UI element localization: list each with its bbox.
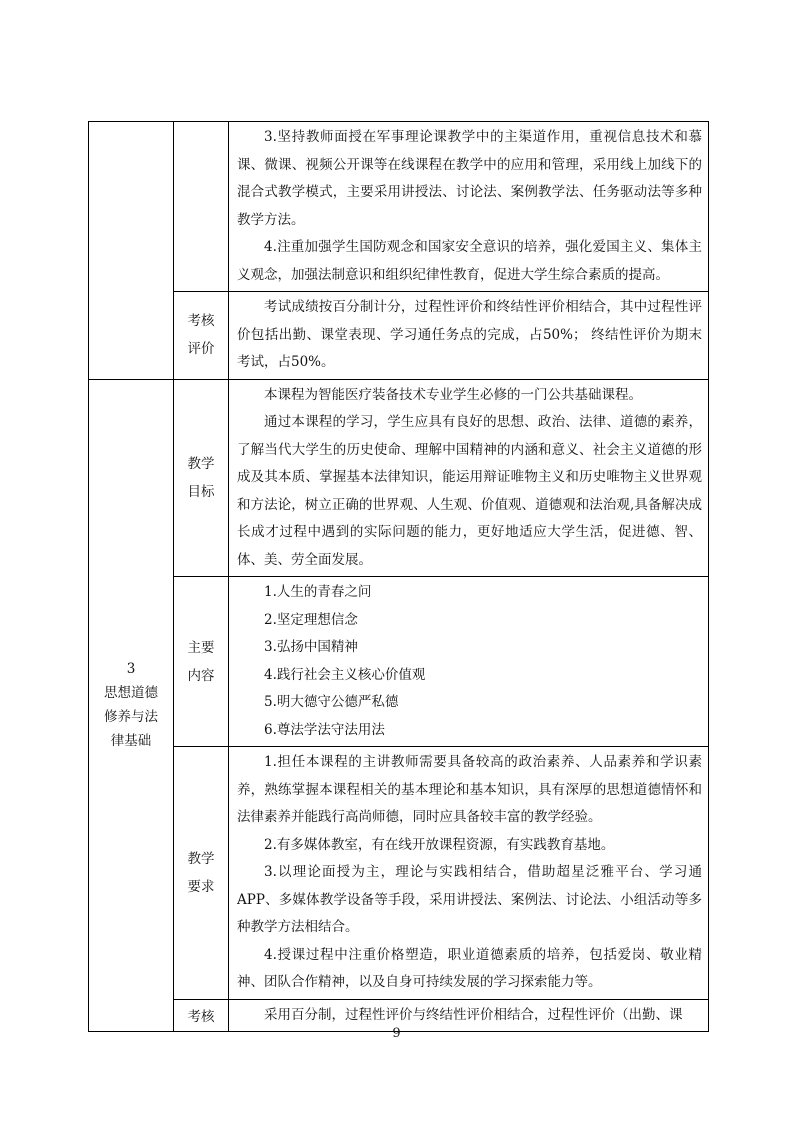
- course-name-cell: [89, 379, 174, 1032]
- paragraph: 3.以理论面授为主，理论与实践相结合，借助超星泛雅平台、学习通APP、多媒体教学设备等手段，采用讲授法、案例法、讨论法、小组活动等多种教学方法相结合。: [237, 864, 702, 935]
- prev-course-cell: [89, 122, 174, 380]
- list-item: 2.坚定理想信念: [264, 611, 358, 628]
- list-item: 4.践行社会主义核心价值观: [264, 666, 426, 683]
- requirements-cell: [229, 747, 709, 1000]
- course-name-line: 律基础: [110, 733, 152, 750]
- prev-assessment-cell: [229, 292, 709, 380]
- paragraph: 本课程为智能医疗装备技术专业学生必修的一门公共基础课程。: [264, 386, 642, 403]
- table-row: [89, 379, 709, 577]
- requirements-label: 教学 要求: [174, 747, 229, 1000]
- table-row: [89, 122, 709, 292]
- page-number: 9: [392, 1026, 401, 1041]
- course-name-line: 思想道德: [104, 685, 158, 702]
- table-row: [89, 292, 709, 380]
- list-item: 5.明大德守公德严私德: [264, 694, 399, 710]
- paragraph: 1.担任本课程的主讲教师需要具备较高的政治素养、人品素养和学识素养，熟练掌握本课程相关的基本理论和基本知识，具有深厚的思想道德情怀和法律素养并能践行高尚师德，同时应具备较丰富的教学经验。: [237, 754, 702, 825]
- table-row: [89, 577, 709, 747]
- objectives-label: 教学 目标: [174, 379, 229, 577]
- course-name-line: 修养与法: [104, 709, 158, 726]
- paragraph: 考试成绩按百分制计分，过程性评价和终结性评价相结合，其中过程性评价包括出勤、课堂表现、学习通任务点的完成，占50%； 终结性评价为期末考试，占50%。: [237, 299, 702, 370]
- list-item: 6.尊法学法守法用法: [264, 721, 385, 738]
- course-number: 3: [126, 661, 136, 678]
- paragraph: 采用百分制，过程性评价与终结性评价相结合，过程性评价（出勤、课: [264, 1006, 683, 1023]
- paragraph: 4.注重加强学生国防观念和国家安全意识的培养，强化爱国主义、集体主义观念，加强法制意识和组织纪律性教育，促进大学生综合素质的提高。: [237, 239, 702, 283]
- content-label: 主要 内容: [174, 577, 229, 747]
- content-cell: [229, 577, 709, 747]
- prev-requirements-cell: [229, 122, 709, 292]
- table-row: [89, 747, 709, 1000]
- prev-assessment-label: 考核 评价: [174, 292, 229, 380]
- list-item: 1.人生的青春之问: [264, 584, 372, 600]
- paragraph: 4.授课过程中注重价格塑造，职业道德素质的培养，包括爱岗、敬业精神、团队合作精神，以及自身可持续发展的学习探索能力等。: [237, 946, 702, 990]
- paragraph: 2.有多媒体教室，有在线开放课程资源，有实践教育基地。: [264, 836, 615, 853]
- assessment-label: 考核: [174, 999, 229, 1032]
- objectives-cell: [229, 379, 709, 577]
- prev-requirements-label-cell: [174, 122, 229, 292]
- course-table: [88, 121, 709, 1032]
- paragraph: 3.坚持教师面授在军事理论课教学中的主渠道作用，重视信息技术和慕课、微课、视频公开课等在线课程在教学中的应用和管理，采用线上加线下的混合式教学模式，主要采用讲授法、讨论法、案例教学法、任务驱动法等多种教学方法。: [237, 129, 702, 228]
- list-item: 3.弘扬中国精神: [264, 639, 358, 655]
- paragraph: 通过本课程的学习，学生应具有良好的思想、政治、法律、道德的素养，了解当代大学生的历史使命、理解中国精神的内涵和意义、社会主义道德的形成及其本质、掌握基本法律知识，能运用辩证唯物主义和历史唯物主义世界观和方法论，树立正确的世界观、人生观、价值观、道德观和法治观,具备解决成长成才过程中遇到的实际问题的能力，更好地适应大学生活，促进德、智、体、美、劳全面发展。: [237, 414, 702, 568]
